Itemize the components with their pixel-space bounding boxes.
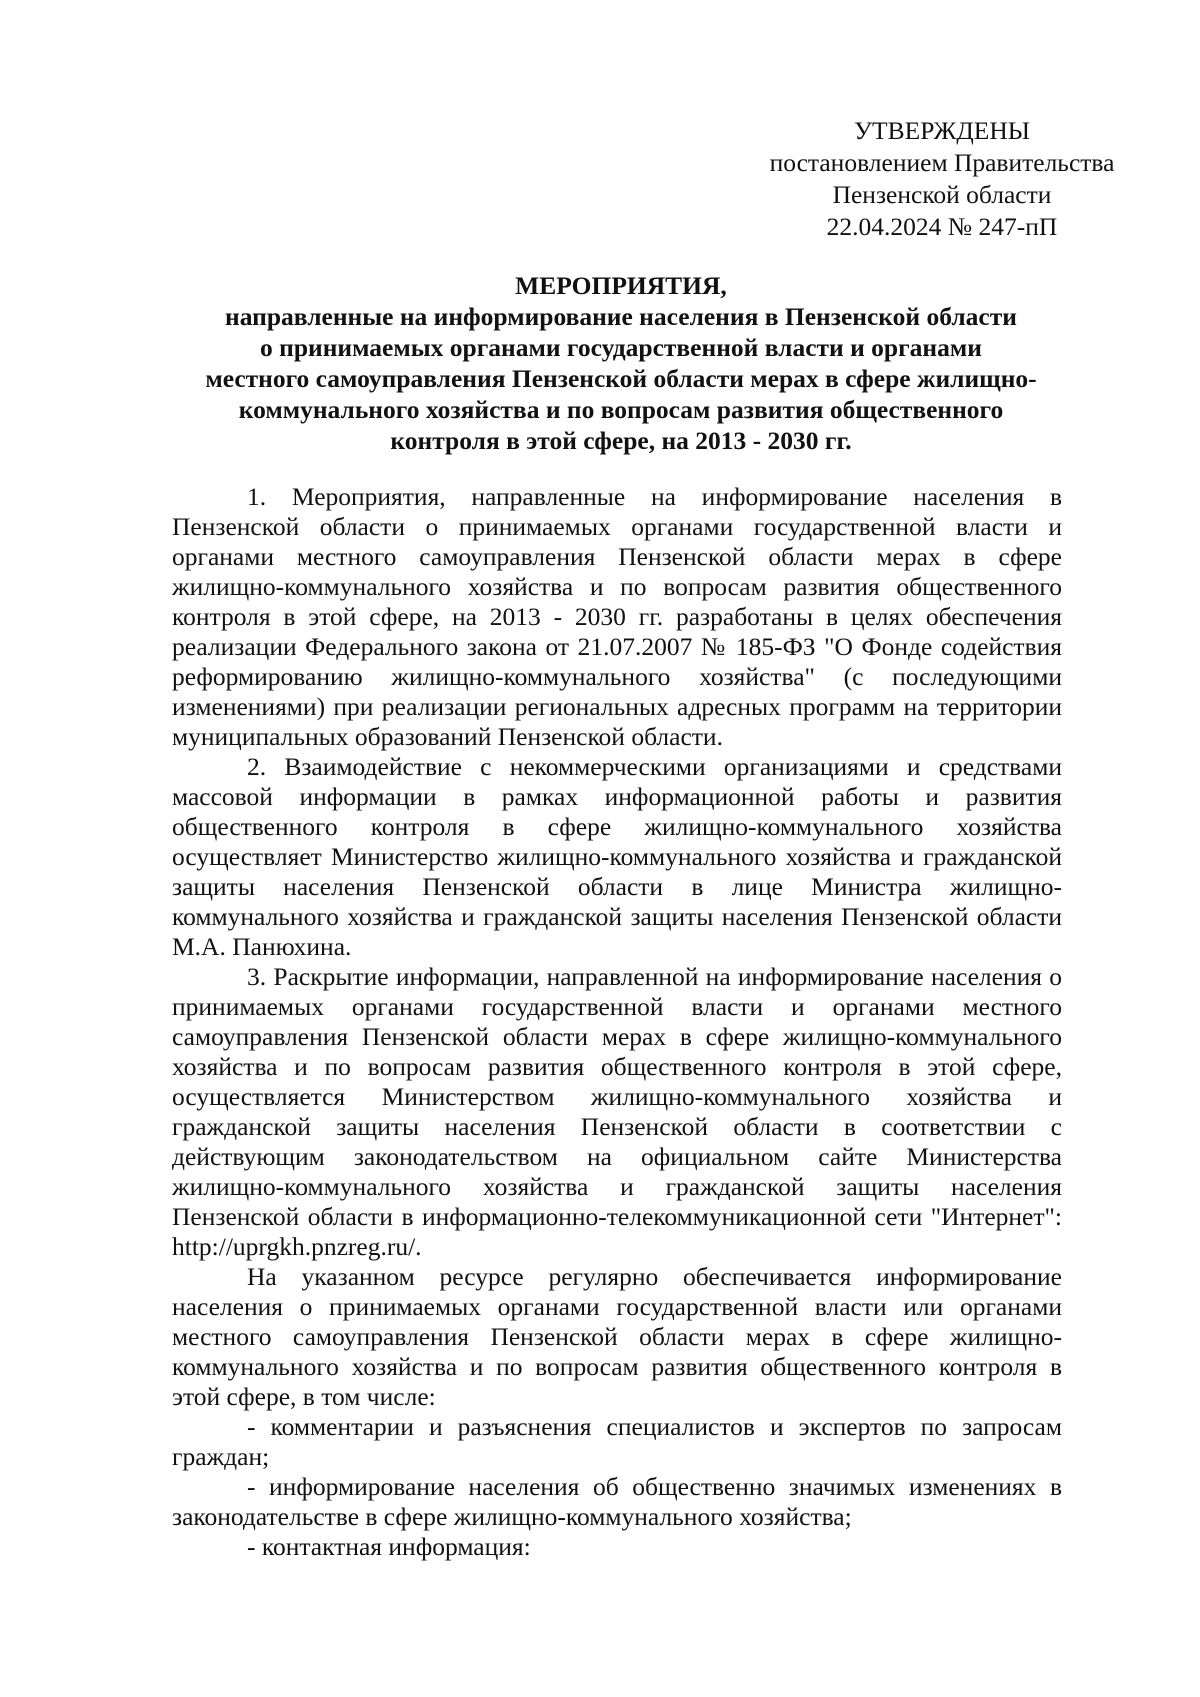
document-body (172, 482, 1062, 1562)
paragraph-3-text: 3. Раскрытие информации, направленной на информирование населения о принимаемых органами государственной власти и органами местного самоуправления Пензенской области мерах в сфере жилищно-коммунального хозяйства и по вопросам развития общественного контроля в этой сфере, осуществляется Министерством жилищно-коммунального хозяйства и гражданской защиты населения Пензенской области в соответствии с действующим законодательством на официальном сайте Министерства жилищно-коммунального хозяйства и гражданской защиты населения Пензенской области в информационно-телекоммуникационной сети "Интернет": (172, 962, 1062, 1231)
approval-date-number: 22.04.2024 № 247-пП (826, 212, 1058, 241)
paragraph-3 (172, 962, 1062, 1262)
title-line-3: о принимаемых органами государственной власти и органами (260, 333, 982, 362)
paragraph-1: 1. Мероприятия, направленные на информирование населения в Пензенской области о принимаемых органами государственной власти и органами местного самоуправления Пензенской области мерах в сфере жилищно-коммунального хозяйства и по вопросам развития общественного контроля в этой сфере, на 2013 - 2030 гг. разработаны в целях обеспечения реализации Федерального закона от 21.07.2007 № 185-ФЗ "О Фонде содействия реформированию жилищно-коммунального хозяйства" (с последующими изменениями) при реализации региональных адресных программ на территории муниципальных образований Пензенской области. (172, 482, 1062, 751)
approval-line-region: Пензенской области (832, 180, 1052, 209)
title-line-2: направленные на информирование населения в Пензенской области (225, 302, 1017, 331)
title-line-6: контроля в этой сфере, на 2013 - 2030 гг. (390, 426, 852, 455)
title-line-1: МЕРОПРИЯТИЯ, (515, 271, 727, 300)
website-link[interactable]: http://uprgkh.pnzreg.ru/. (172, 1232, 422, 1261)
approval-stamp (742, 115, 1142, 243)
paragraph-4: На указанном ресурсе регулярно обеспечивается информирование населения о принимаемых органами государственной власти или органами местного самоуправления Пензенской области мерах в сфере жилищно-коммунального хозяйства и по вопросам развития общественного контроля в этой сфере, в том числе: (172, 1262, 1062, 1411)
paragraph-2: 2. Взаимодействие с некоммерческими организациями и средствами массовой информации в рамках информационной работы и развития общественного контроля в сфере жилищно-коммунального хозяйства осуществляет Министерство жилищно-коммунального хозяйства и гражданской защиты населения Пензенской области в лице Министра жилищно-коммунального хозяйства и гражданской защиты населения Пензенской области М.А. Панюхина. (172, 752, 1062, 961)
list-item-contacts: - контактная информация: (247, 1532, 531, 1561)
document-title (155, 270, 1087, 456)
approval-heading: УТВЕРЖДЕНЫ (854, 116, 1030, 145)
approval-line-resolution: постановлением Правительства (769, 148, 1115, 177)
list-item-comments: - комментарии и разъяснения специалистов и экспертов по запросам граждан; (172, 1412, 1062, 1471)
title-line-5: коммунального хозяйства и по вопросам развития общественного (238, 395, 1004, 424)
title-line-4: местного самоуправления Пензенской области мерах в сфере жилищно- (205, 364, 1037, 393)
list-item-legislation: - информирование населения об общественно значимых изменениях в законодательстве в сфере жилищно-коммунального хозяйства; (172, 1472, 1062, 1531)
